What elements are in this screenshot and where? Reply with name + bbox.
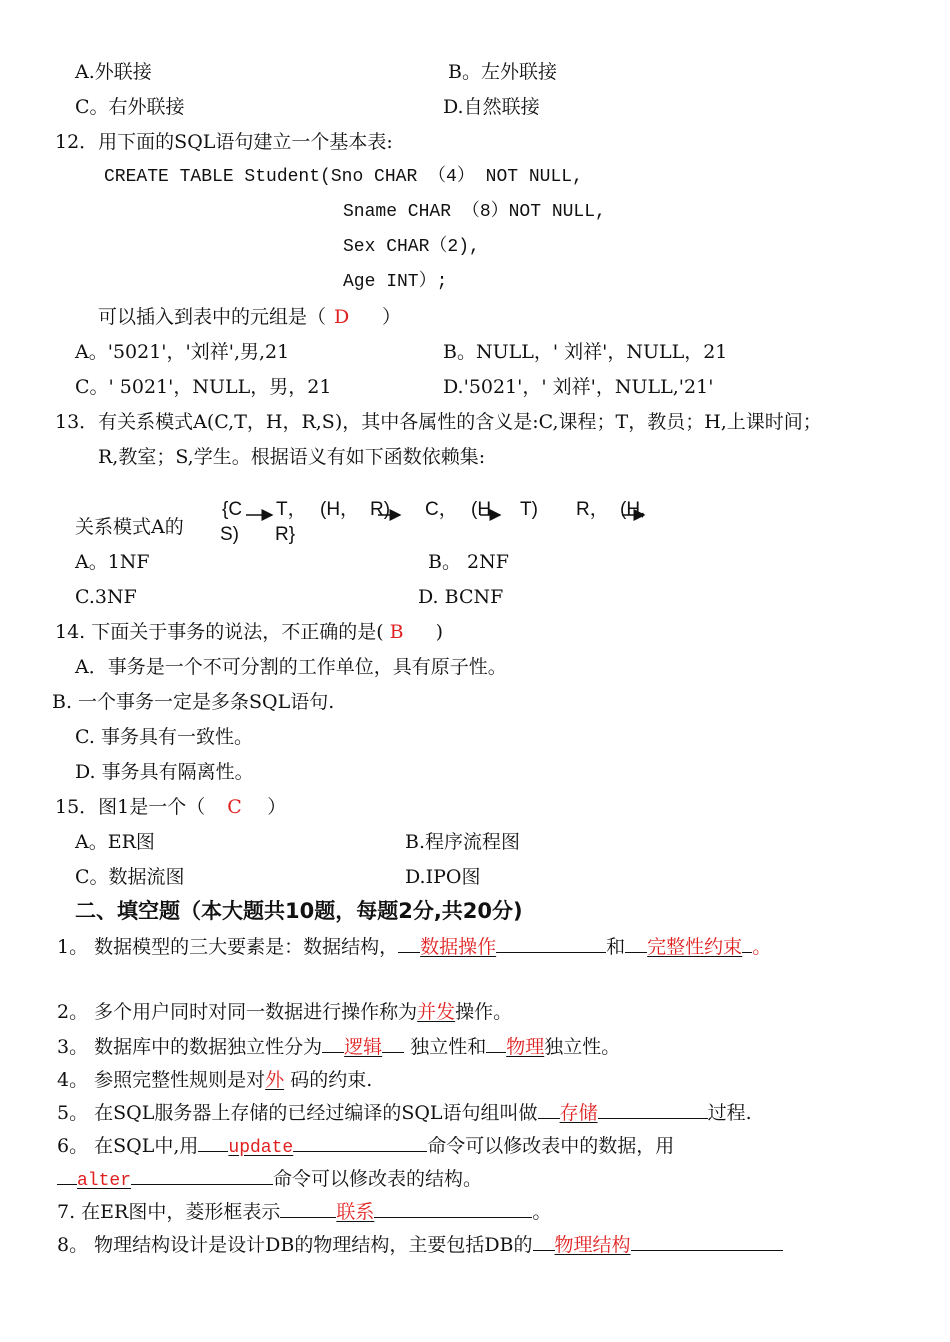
fill-3-answer-1: 逻辑: [344, 1036, 383, 1058]
fd-open-c: {C: [222, 499, 243, 520]
fd-t1: T，: [276, 499, 307, 520]
fill-6-answer: update: [228, 1138, 294, 1158]
q12-sql-line-1: CREATE TABLE Student(Sno CHAR （4） NOT NULL,: [104, 167, 583, 187]
fill-6b-blank-lead: [57, 1166, 77, 1185]
fill-3-mid: 独立性和: [404, 1036, 487, 1058]
fill-3-text: 3。 数据库中的数据独立性分为: [57, 1036, 323, 1058]
q13-option-a: A。1NF: [75, 551, 150, 573]
fill-2-text: 2。 多个用户同时对同一数据进行操作称为: [57, 1001, 418, 1023]
fill-1-answer-2: 完整性约束: [647, 936, 743, 958]
q15-option-c: C。数据流图: [75, 866, 185, 888]
fill-6-blank-lead: [198, 1133, 228, 1152]
fd-r3: R}: [275, 524, 296, 545]
fill-4-text: 4。 参照完整性规则是对: [57, 1069, 266, 1091]
fill-8-answer: 物理结构: [554, 1234, 631, 1256]
q11-option-b: B。左外联接: [448, 61, 557, 83]
q15-stem-pre: 15．图1是一个（: [55, 796, 206, 818]
fill-6-post: 命令可以修改表中的数据，用: [427, 1135, 675, 1157]
fill-7-post: 。: [532, 1201, 552, 1223]
fill-4-post: 码的约束.: [284, 1069, 373, 1091]
fill-5-blank-lead: [538, 1100, 560, 1119]
fill-3-blank-lead-2: [486, 1034, 506, 1053]
q12-prompt-post: ）: [382, 306, 402, 328]
fill-8-blank-lead: [533, 1232, 555, 1251]
q15-stem-post: ）: [267, 796, 287, 818]
q14-stem-post: ): [435, 621, 444, 643]
fill-7-blank-trail: [374, 1199, 532, 1218]
fd-paren-h2: (H，: [471, 499, 511, 520]
fill-3: [57, 1034, 620, 1059]
q14-option-c: C. 事务具有一致性。: [75, 726, 253, 748]
q12-option-b: B。NULL，' 刘祥'，NULL，21: [443, 341, 728, 363]
fill-6b-post: 命令可以修改表的结构。: [273, 1168, 483, 1190]
q12-sql-line-3: Sex CHAR（2),: [343, 237, 480, 257]
fill-6b-blank-trail: [131, 1166, 273, 1185]
q12-sql-line-2: Sname CHAR （8）NOT NULL,: [343, 202, 606, 222]
q14-option-b: B. 一个事务一定是多条SQL语句.: [52, 691, 335, 713]
q11-option-c: C。右外联接: [75, 96, 185, 118]
fd-h3: (H,: [620, 499, 646, 520]
q11-option-a: A.外联接: [75, 61, 152, 83]
fill-3-blank-lead: [322, 1034, 344, 1053]
fill-7-blank-lead: [280, 1199, 336, 1218]
fill-3-answer-2: 物理: [506, 1036, 545, 1058]
section-heading: 二、填空题（本大题共10题，每题2分,共20分): [75, 899, 523, 923]
fill-1-answer-1: 数据操作: [420, 936, 497, 958]
fill-6b-answer: alter: [77, 1171, 132, 1191]
q13-option-c: C.3NF: [75, 586, 137, 608]
fill-5-answer: 存储: [559, 1102, 598, 1124]
fill-6-blank-trail: [293, 1133, 427, 1152]
fill-6-text: 6。 在SQL中,用: [57, 1135, 199, 1157]
q13-stem-line-1: 13．有关系模式A(C,T，H，R,S)，其中各属性的含义是:C,课程；T，教员；H,上课时间；: [55, 411, 822, 433]
fill-1-end: 。: [752, 936, 772, 958]
fill-5-post: 过程.: [707, 1102, 752, 1124]
q15-option-a: A。ER图: [75, 831, 155, 853]
q13-label: 关系模式A的: [75, 516, 184, 538]
q15-answer: C: [227, 796, 242, 818]
fd-paren-h1: (H，: [320, 499, 360, 520]
q13-option-d: D. BCNF: [418, 586, 504, 608]
q14-answer: B: [389, 621, 404, 643]
fill-2: [57, 1000, 512, 1024]
q11-option-d: D.自然联接: [443, 96, 540, 118]
q15-option-d: D.IPO图: [405, 866, 481, 888]
q15-stem: [55, 795, 286, 819]
fill-3-blank-trail: [382, 1034, 404, 1053]
fill-3-post: 独立性。: [544, 1036, 621, 1058]
fill-2-post: 操作。: [455, 1001, 513, 1023]
q12-prompt-pre: 可以插入到表中的元组是（: [98, 306, 327, 328]
fill-1-text: 1。 数据模型的三大要素是：数据结构，: [57, 936, 399, 958]
q12-option-c: C。' 5021'，NULL，男，21: [75, 376, 332, 398]
q14-stem-pre: 14. 下面关于事务的说法，不正确的是(: [55, 621, 384, 643]
fill-1-blank-lead: [398, 934, 420, 953]
q14-stem: [55, 620, 443, 644]
fill-8: [57, 1232, 783, 1257]
q13-option-b: B。 2NF: [428, 551, 509, 573]
q12-option-d: D.'5021'，' 刘祥'，NULL,'21': [443, 376, 714, 398]
fill-6: [57, 1133, 674, 1160]
q14-option-a: A．事务是一个不可分割的工作单位，具有原子性。: [75, 656, 507, 678]
q12-answer: D: [334, 306, 350, 328]
fill-2-answer: 并发: [417, 1001, 456, 1023]
fill-1-blank-lead-2: [625, 934, 647, 953]
fill-1-mid: 和: [606, 936, 626, 958]
fd-r2: R，: [576, 499, 609, 520]
fd-arrows: [0, 0, 950, 560]
fill-5-blank-trail: [598, 1100, 708, 1119]
fill-8-blank-trail: [631, 1232, 783, 1251]
fill-6b: [57, 1166, 482, 1193]
fill-1-blank-trail-2: [742, 934, 752, 953]
fill-1-blank-trail: [496, 934, 606, 953]
q12-stem: 12．用下面的SQL语句建立一个基本表:: [55, 131, 393, 153]
q14-option-d: D. 事务具有隔离性。: [75, 761, 254, 783]
fill-7-answer: 联系: [336, 1201, 375, 1223]
fill-1: [57, 934, 771, 959]
fill-5: [57, 1100, 752, 1125]
q15-option-b: B.程序流程图: [405, 831, 521, 853]
q12-option-a: A。'5021'，'刘祥',男,21: [75, 341, 290, 363]
q12-sql-line-4: Age INT）;: [343, 272, 448, 292]
fd-t2: T): [520, 499, 538, 520]
fill-8-text: 8。 物理结构设计是设计DB的物理结构，主要包括DB的: [57, 1234, 533, 1256]
fill-4: [57, 1068, 372, 1092]
fill-7-text: 7. 在ER图中，菱形框表示: [57, 1201, 281, 1223]
fd-s: S): [220, 524, 239, 545]
fd-c1: C，: [425, 499, 458, 520]
fill-4-answer: 外: [265, 1069, 285, 1091]
fill-7: [57, 1199, 551, 1224]
q13-stem-line-2: R,教室；S,学生。根据语义有如下函数依赖集:: [98, 446, 486, 468]
fd-r1: R): [370, 499, 391, 520]
fill-5-text: 5。 在SQL服务器上存储的已经过编译的SQL语句组叫做: [57, 1102, 538, 1124]
